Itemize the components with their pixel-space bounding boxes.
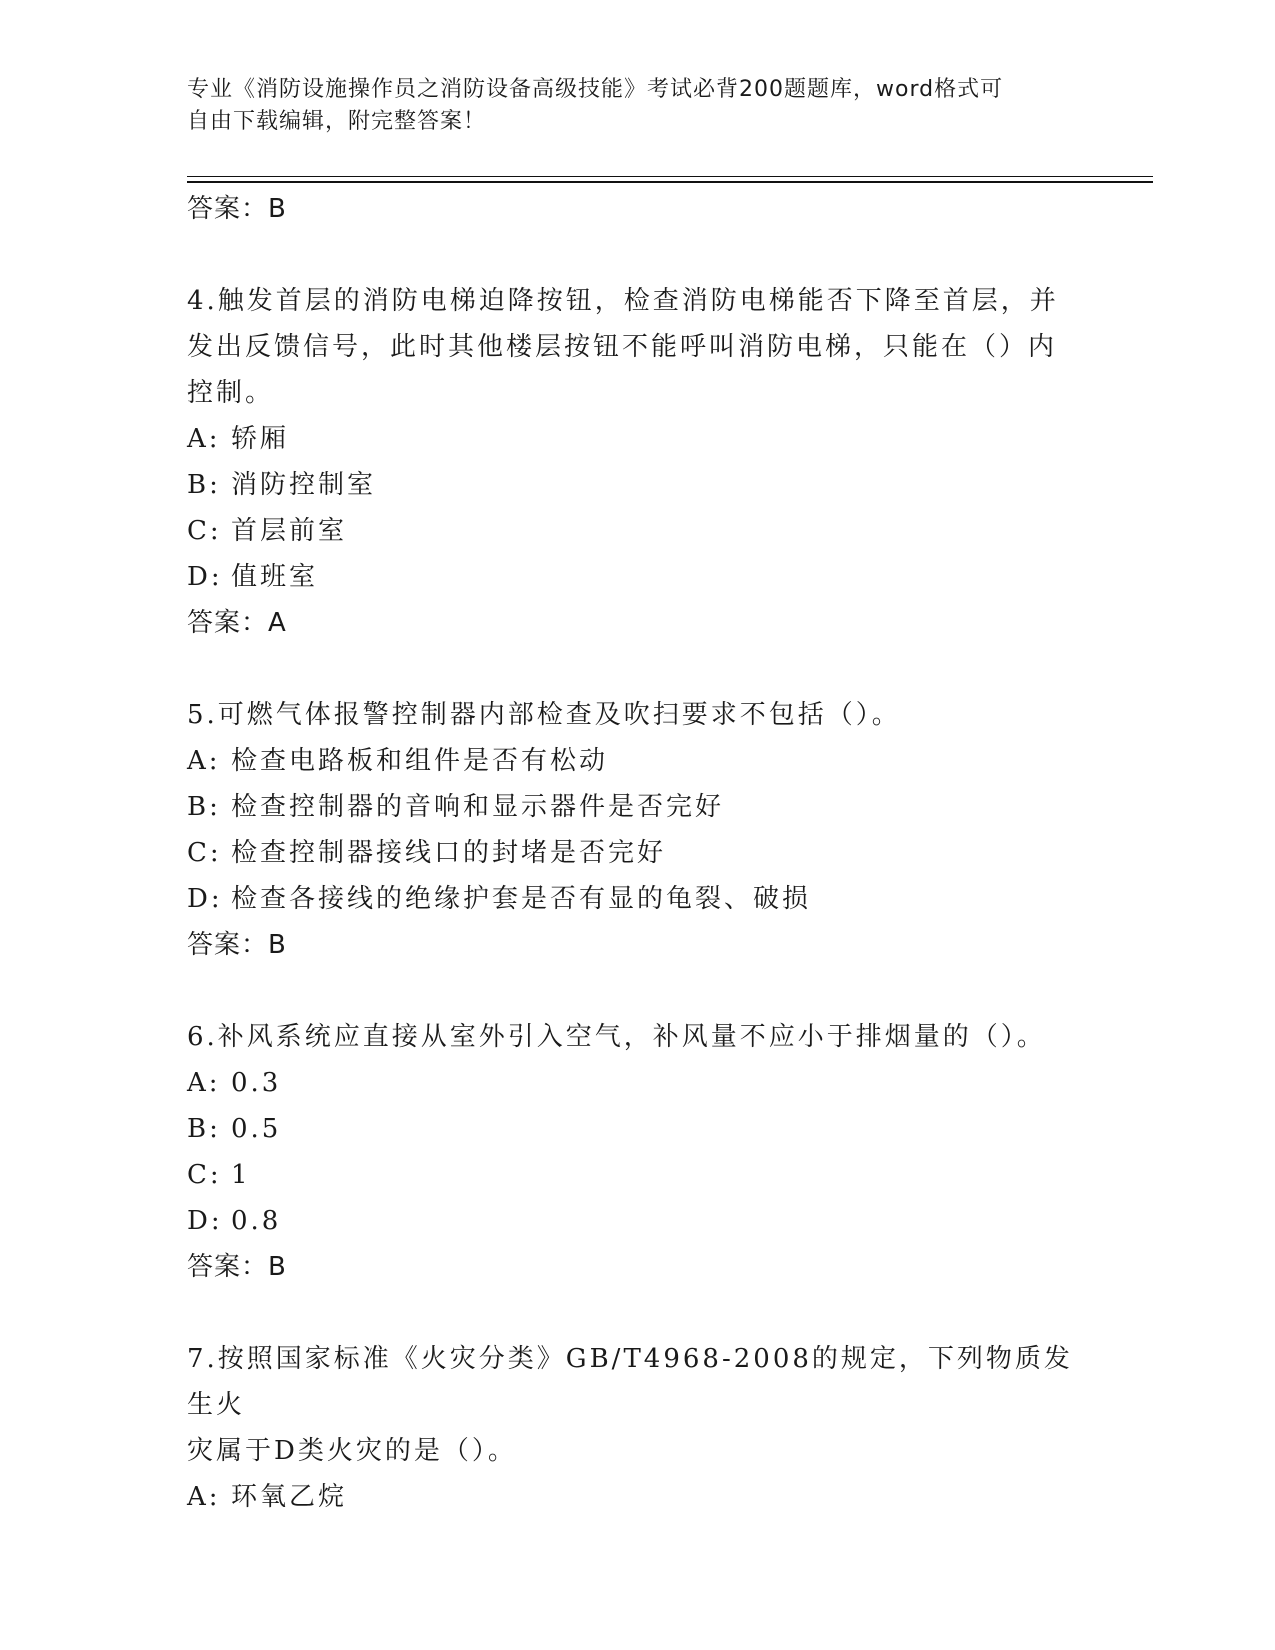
- answer-label: 答案：B: [187, 930, 287, 960]
- option-text: 轿厢: [231, 424, 290, 454]
- option-text: 1: [231, 1160, 251, 1190]
- answer-label: 答案：B: [187, 1252, 287, 1282]
- option-letter: C:: [187, 1160, 222, 1190]
- option-text: 环氧乙烷: [231, 1482, 348, 1512]
- option-text: 消防控制室: [231, 470, 377, 500]
- option-letter: C:: [187, 838, 222, 868]
- option-letter: B:: [187, 1114, 221, 1144]
- option-b: [187, 462, 1087, 508]
- spacer: [187, 232, 1087, 278]
- option-d: [187, 1198, 1087, 1244]
- option-letter: A:: [187, 746, 221, 776]
- option-letter: B:: [187, 470, 221, 500]
- option-letter: D:: [187, 562, 223, 592]
- question-text-line: 6.补风系统应直接从室外引入空气，补风量不应小于排烟量的（）。: [187, 1022, 1046, 1052]
- option-c: [187, 830, 1087, 876]
- option-letter: B:: [187, 792, 221, 822]
- option-text: 0.5: [231, 1114, 282, 1144]
- option-letter: A:: [187, 1482, 221, 1512]
- option-letter: A:: [187, 1068, 221, 1098]
- spacer: [187, 646, 1087, 692]
- question-text-line: 灾属于D类火灾的是（）。: [187, 1436, 517, 1466]
- option-letter: C:: [187, 516, 222, 546]
- question-text-line: 5.可燃气体报警控制器内部检查及吹扫要求不包括（）。: [187, 700, 901, 730]
- option-letter: D:: [187, 884, 223, 914]
- answer-label: 答案：B: [187, 194, 287, 224]
- question-text-line: 发出反馈信号，此时其他楼层按钮不能呼叫消防电梯，只能在（）内: [187, 332, 1058, 362]
- option-a: [187, 416, 1087, 462]
- question-list: [187, 186, 1087, 1520]
- option-text: 首层前室: [231, 516, 348, 546]
- option-letter: D:: [187, 1206, 223, 1236]
- question-text-line: 控制。: [187, 378, 275, 408]
- option-c: [187, 508, 1087, 554]
- spacer: [187, 968, 1087, 1014]
- spacer: [187, 1290, 1087, 1336]
- question-6: [187, 1014, 1087, 1290]
- option-text: 检查控制器的音响和显示器件是否完好: [231, 792, 725, 822]
- header-line-2: 自由下载编辑，附完整答案！: [187, 109, 487, 134]
- question-text-line: 7.按照国家标准《火灾分类》GB/T4968-2008的规定，下列物质发生火: [187, 1344, 1073, 1420]
- option-text: 值班室: [231, 562, 319, 592]
- option-text: 检查各接线的绝缘护套是否有显的龟裂、破损: [231, 884, 812, 914]
- option-text: 检查电路板和组件是否有松动: [231, 746, 609, 776]
- answer-label: 答案：A: [187, 608, 287, 638]
- option-a: [187, 1474, 1087, 1520]
- option-d: [187, 554, 1087, 600]
- question-5: [187, 692, 1087, 968]
- option-b: [187, 1106, 1087, 1152]
- option-text: 0.8: [231, 1206, 282, 1236]
- header-line-1: 专业《消防设施操作员之消防设备高级技能》考试必背200题题库，word格式可: [187, 77, 1004, 102]
- option-b: [187, 784, 1087, 830]
- header-divider: [187, 176, 1153, 177]
- option-c: [187, 1152, 1087, 1198]
- header-divider-thick: [187, 181, 1153, 183]
- option-d: [187, 876, 1087, 922]
- question-text-line: 4.触发首层的消防电梯迫降按钮，检查消防电梯能否下降至首层，并: [187, 286, 1059, 316]
- option-a: [187, 1060, 1087, 1106]
- option-letter: A:: [187, 424, 221, 454]
- option-a: [187, 738, 1087, 784]
- question-7: [187, 1336, 1087, 1520]
- page-header: [187, 74, 1067, 138]
- option-text: 检查控制器接线口的封堵是否完好: [231, 838, 667, 868]
- question-4: [187, 278, 1087, 646]
- option-text: 0.3: [231, 1068, 282, 1098]
